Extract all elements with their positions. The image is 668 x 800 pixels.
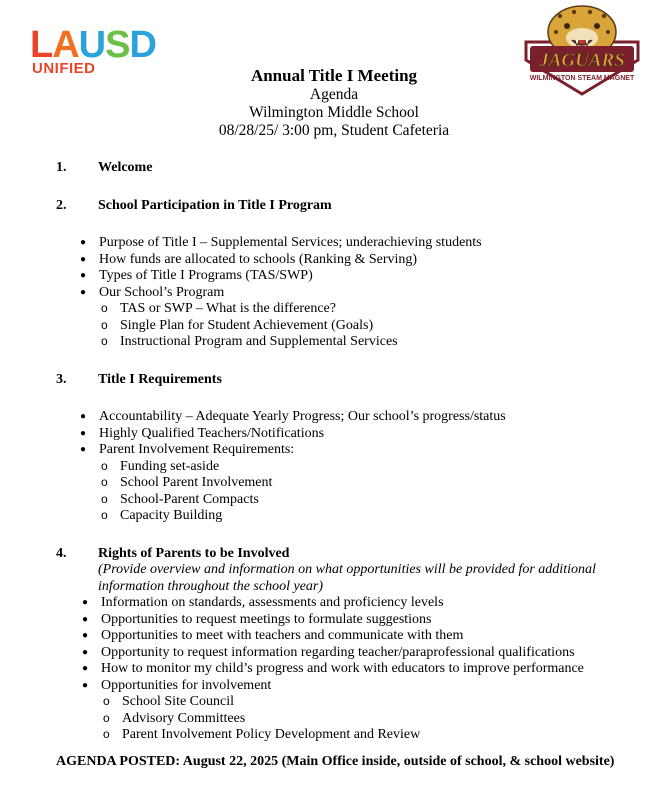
section-title: School Participation in Title I Program (98, 197, 332, 213)
sub-list-item: o Instructional Program and Supplemental Services (99, 334, 646, 351)
sub-list-container (82, 694, 646, 744)
sub-list-item: o School Parent Involvement (99, 475, 646, 492)
list-item: ● Our School’s Program (80, 285, 646, 302)
sub-list-item: o TAS or SWP – What is the difference? (99, 301, 646, 318)
list-item: ● How to monitor my child’s progress and work with educators to improve performance (82, 661, 646, 678)
lausd-letter: U (78, 24, 106, 66)
lausd-letter: A (52, 24, 79, 66)
list-item: ● Parent Involvement Requirements: (80, 442, 646, 459)
list-item: ● How funds are allocated to schools (Ranking & Serving) (80, 252, 646, 269)
section-number: 3. (56, 371, 67, 387)
sub-list-container (80, 459, 646, 525)
lausd-wordmark (30, 26, 156, 64)
list-item: ● Types of Title I Programs (TAS/SWP) (80, 268, 646, 285)
section-heading (56, 546, 646, 563)
sub-list (101, 694, 646, 744)
lausd-letter: D (129, 24, 156, 66)
sub-list-item: o Capacity Building (99, 508, 646, 525)
bullet-list (82, 595, 646, 744)
section-number: 1. (56, 160, 67, 175)
agenda-body (56, 160, 646, 744)
section-heading (56, 160, 646, 177)
list-item: ● Highly Qualified Teachers/Notifications (80, 426, 646, 443)
list-item: ● Opportunities for involvement (82, 678, 646, 695)
sub-list-item: o School-Parent Compacts (99, 492, 646, 509)
meeting-datetime: 08/28/25/ 3:00 pm, Student Cafeteria (218, 122, 450, 139)
school-name: Wilmington Middle School (249, 104, 419, 121)
agenda-posted-notice: AGENDA POSTED: August 22, 2025 (Main Office inside, outside of school, & school website) (56, 754, 615, 769)
list-item: ● Purpose of Title I – Supplemental Services; underachieving students (80, 235, 646, 252)
page-subtitle: Agenda (309, 86, 359, 103)
list-item: ● Information on standards, assessments and proficiency levels (82, 595, 646, 612)
section-title: Title I Requirements (98, 371, 222, 387)
section-heading (56, 372, 646, 389)
section-heading (56, 198, 646, 215)
section-number: 2. (56, 197, 67, 213)
sub-list-item: o Funding set-aside (99, 459, 646, 476)
bullet-list (80, 409, 646, 525)
section-intro: (Provide overview and information on what opportunities will be provided for additional information throughout the school year) (98, 562, 596, 594)
page-title: Annual Title I Meeting (250, 66, 418, 85)
document-header (0, 66, 668, 140)
sub-list-item: o Parent Involvement Policy Development and Review (101, 727, 646, 744)
jaguar-subtitle: WILMINGTON STEAM MAGNET (529, 75, 635, 82)
section-number: 4. (56, 545, 67, 561)
sub-list (99, 301, 646, 351)
list-item: ● Opportunities to meet with teachers and communicate with them (82, 628, 646, 645)
section-title: Welcome (98, 160, 153, 175)
lausd-letter: S (105, 24, 130, 66)
list-item: ● Opportunities to request meetings to formulate suggestions (82, 612, 646, 629)
section-title: Rights of Parents to be Involved (98, 545, 290, 561)
sub-list-item: o Single Plan for Student Achievement (Goals) (99, 318, 646, 335)
sub-list-item: o Advisory Committees (101, 711, 646, 728)
list-item: ● Opportunity to request information regarding teacher/paraprofessional qualifications (82, 645, 646, 662)
sub-list-item: o School Site Council (101, 694, 646, 711)
sub-list (99, 459, 646, 525)
sub-list-container (80, 301, 646, 351)
list-item: ● Accountability – Adequate Yearly Progress; Our school’s progress/status (80, 409, 646, 426)
jaguar-title: JAGUARS (539, 50, 625, 71)
lausd-unified-label: UNIFIED (32, 60, 96, 77)
bullet-list (80, 235, 646, 351)
lausd-letter: L (30, 24, 53, 66)
